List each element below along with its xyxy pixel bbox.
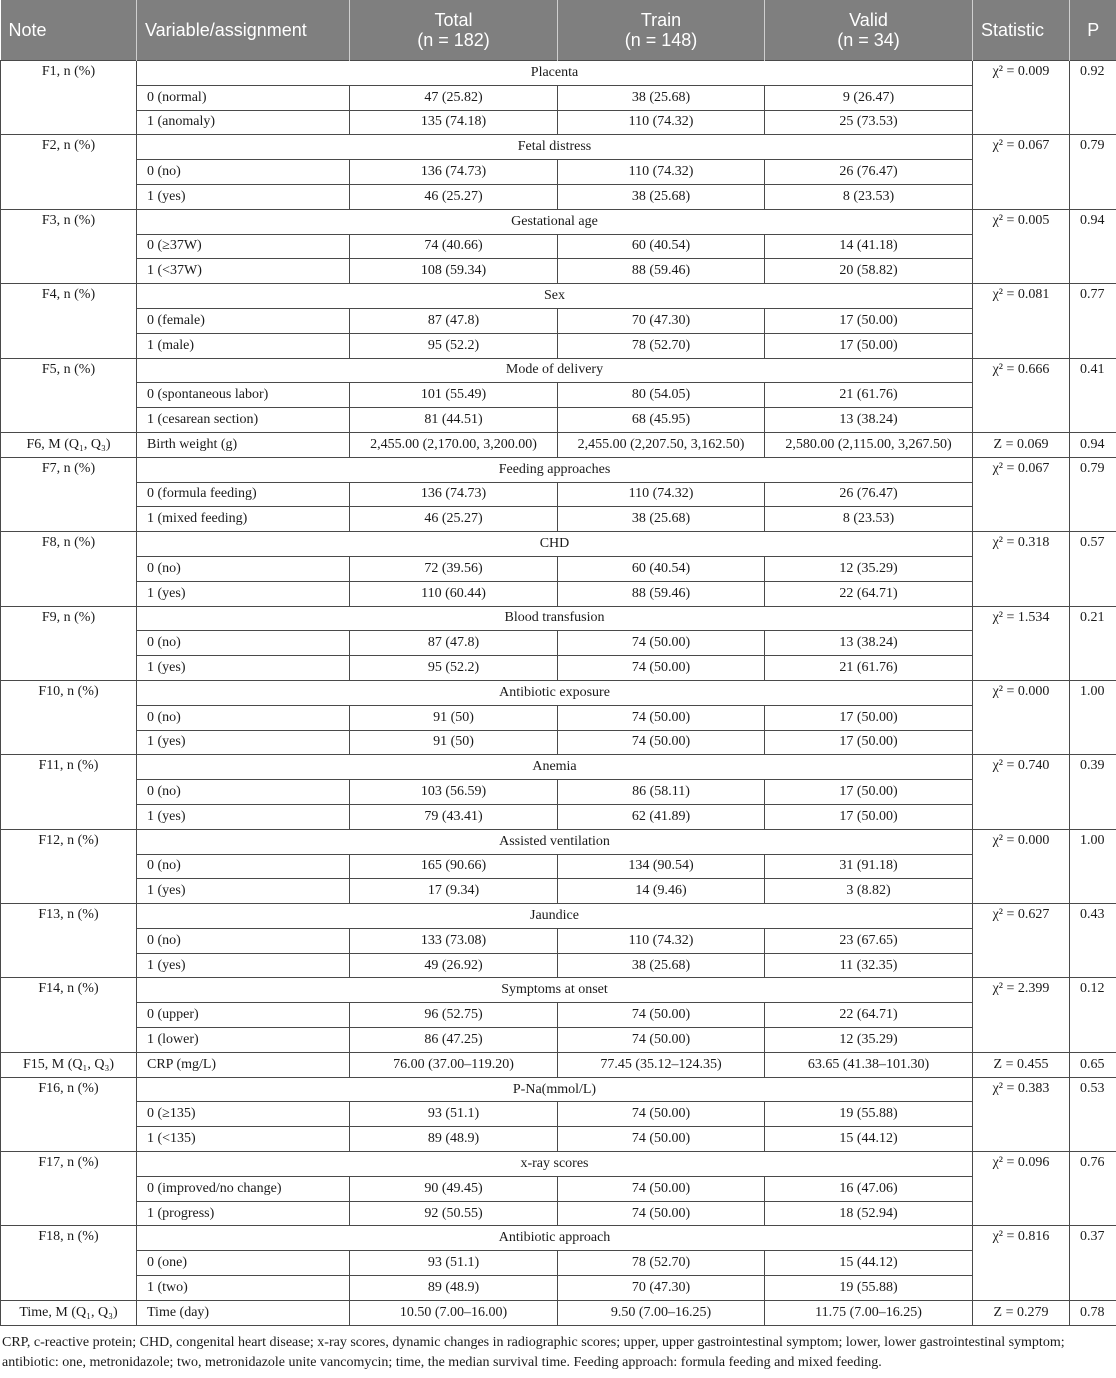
valid-value: 15 (44.12): [765, 1127, 973, 1152]
table-footnote: CRP, c-reactive protein; CHD, congenital heart disease; x-ray scores, dynamic changes in radiographic scores; upper, upper gastrointestinal symptom; lower, lower gastrointestinal symptom; antibiotic: one, metronidazole; two, metronidazole unite vancomycin; time, the median survival time. Feeding approach: formula feeding and mixed feeding.: [2, 1334, 1065, 1370]
p-value: 0.79: [1070, 135, 1116, 209]
train-value: 14 (9.46): [558, 879, 765, 904]
table-row: [1, 209, 1116, 234]
p-value: 0.94: [1070, 432, 1116, 457]
train-value: 74 (50.00): [558, 656, 765, 681]
valid-value: 25 (73.53): [765, 110, 973, 135]
p-value: 0.57: [1070, 532, 1116, 606]
statistic-value: χ² = 0.666: [973, 358, 1070, 432]
total-value: 93 (51.1): [350, 1102, 558, 1127]
total-value: 74 (40.66): [350, 234, 558, 259]
assignment-label: 0 (normal): [137, 85, 350, 110]
table-header: [1, 0, 1116, 61]
header-train-n: (n = 148): [624, 30, 698, 50]
row-note: F18, n (%): [1, 1226, 137, 1300]
table-row: [1, 532, 1116, 557]
train-value: 68 (45.95): [558, 408, 765, 433]
table-subrow: [1, 1127, 1116, 1152]
statistic-value: Z = 0.455: [973, 1052, 1070, 1077]
assignment-label: 0 (upper): [137, 1003, 350, 1028]
assignment-label: 1 (progress): [137, 1201, 350, 1226]
train-value: 74 (50.00): [558, 631, 765, 656]
train-value: 62 (41.89): [558, 804, 765, 829]
statistic-value: χ² = 0.081: [973, 284, 1070, 358]
total-value: 87 (47.8): [350, 308, 558, 333]
statistic-value: χ² = 0.627: [973, 904, 1070, 978]
row-note: F9, n (%): [1, 606, 137, 680]
table-subrow: [1, 507, 1116, 532]
train-value: 110 (74.32): [558, 928, 765, 953]
assignment-label: 1 (two): [137, 1276, 350, 1301]
total-value: 72 (39.56): [350, 556, 558, 581]
valid-value: 13 (38.24): [765, 408, 973, 433]
p-value: 0.53: [1070, 1077, 1116, 1151]
train-value: 78 (52.70): [558, 333, 765, 358]
valid-value: 23 (67.65): [765, 928, 973, 953]
variable-title: CHD: [137, 532, 973, 557]
train-value: 9.50 (7.00–16.25): [558, 1300, 765, 1325]
train-value: 38 (25.68): [558, 184, 765, 209]
table-row: [1, 829, 1116, 854]
header-p: P: [1070, 0, 1116, 61]
header-train: [558, 0, 765, 61]
statistic-value: χ² = 0.383: [973, 1077, 1070, 1151]
train-value: 88 (59.46): [558, 581, 765, 606]
valid-value: 17 (50.00): [765, 308, 973, 333]
assignment-label: 0 (no): [137, 160, 350, 185]
total-value: 136 (74.73): [350, 482, 558, 507]
row-note: F4, n (%): [1, 284, 137, 358]
row-note: F5, n (%): [1, 358, 137, 432]
table-row: [1, 978, 1116, 1003]
valid-value: 17 (50.00): [765, 333, 973, 358]
variable-label: Time (day): [137, 1300, 350, 1325]
assignment-label: 1 (<37W): [137, 259, 350, 284]
valid-value: 3 (8.82): [765, 879, 973, 904]
assignment-label: 0 (formula feeding): [137, 482, 350, 507]
train-value: 88 (59.46): [558, 259, 765, 284]
total-value: 91 (50): [350, 730, 558, 755]
assignment-label: 0 (no): [137, 705, 350, 730]
row-note: F13, n (%): [1, 904, 137, 978]
table-subrow: [1, 556, 1116, 581]
total-value: 47 (25.82): [350, 85, 558, 110]
assignment-label: 1 (yes): [137, 804, 350, 829]
variable-title: Gestational age: [137, 209, 973, 234]
table-row: [1, 284, 1116, 309]
header-valid-label: Valid: [849, 10, 888, 30]
row-note: F16, n (%): [1, 1077, 137, 1151]
total-value: 103 (56.59): [350, 780, 558, 805]
valid-value: 31 (91.18): [765, 854, 973, 879]
p-value: 0.12: [1070, 978, 1116, 1052]
assignment-label: 1 (yes): [137, 730, 350, 755]
total-value: 81 (44.51): [350, 408, 558, 433]
assignment-label: 0 (no): [137, 854, 350, 879]
statistic-value: Z = 0.069: [973, 432, 1070, 457]
total-value: 86 (47.25): [350, 1028, 558, 1053]
train-value: 74 (50.00): [558, 1127, 765, 1152]
variable-title: Blood transfusion: [137, 606, 973, 631]
table-subrow: [1, 631, 1116, 656]
total-value: 95 (52.2): [350, 333, 558, 358]
table-row: [1, 904, 1116, 929]
variable-title: Assisted ventilation: [137, 829, 973, 854]
table-row: [1, 457, 1116, 482]
table-row: [1, 1300, 1116, 1325]
valid-value: 8 (23.53): [765, 507, 973, 532]
train-value: 110 (74.32): [558, 160, 765, 185]
total-value: 93 (51.1): [350, 1251, 558, 1276]
total-value: 49 (26.92): [350, 953, 558, 978]
row-note: F1, n (%): [1, 61, 137, 135]
total-value: 133 (73.08): [350, 928, 558, 953]
valid-value: 22 (64.71): [765, 1003, 973, 1028]
valid-value: 16 (47.06): [765, 1176, 973, 1201]
table-row: [1, 61, 1116, 86]
total-value: 46 (25.27): [350, 507, 558, 532]
table-row: [1, 1226, 1116, 1251]
table-row: [1, 755, 1116, 780]
table-row: [1, 1077, 1116, 1102]
table-subrow: [1, 110, 1116, 135]
table-subrow: [1, 333, 1116, 358]
train-value: 110 (74.32): [558, 482, 765, 507]
train-value: 60 (40.54): [558, 234, 765, 259]
valid-value: 2,580.00 (2,115.00, 3,267.50): [765, 432, 973, 457]
valid-value: 20 (58.82): [765, 259, 973, 284]
total-value: 2,455.00 (2,170.00, 3,200.00): [350, 432, 558, 457]
valid-value: 13 (38.24): [765, 631, 973, 656]
train-value: 74 (50.00): [558, 705, 765, 730]
statistic-value: χ² = 0.000: [973, 680, 1070, 754]
header-total-label: Total: [434, 10, 473, 30]
total-value: 10.50 (7.00–16.00): [350, 1300, 558, 1325]
train-value: 86 (58.11): [558, 780, 765, 805]
assignment-label: 0 (spontaneous labor): [137, 383, 350, 408]
table-subrow: [1, 928, 1116, 953]
header-note: Note: [1, 0, 137, 61]
variable-title: Symptoms at onset: [137, 978, 973, 1003]
header-valid: [765, 0, 973, 61]
statistic-value: χ² = 0.005: [973, 209, 1070, 283]
table-subrow: [1, 184, 1116, 209]
variable-title: Antibiotic approach: [137, 1226, 973, 1251]
train-value: 70 (47.30): [558, 308, 765, 333]
table-subrow: [1, 1176, 1116, 1201]
variable-title: Mode of delivery: [137, 358, 973, 383]
valid-value: 17 (50.00): [765, 705, 973, 730]
variable-label: CRP (mg/L): [137, 1052, 350, 1077]
assignment-label: 0 (no): [137, 556, 350, 581]
total-value: 46 (25.27): [350, 184, 558, 209]
table-subrow: [1, 234, 1116, 259]
train-value: 38 (25.68): [558, 953, 765, 978]
total-value: 79 (43.41): [350, 804, 558, 829]
assignment-label: 0 (improved/no change): [137, 1176, 350, 1201]
total-value: 92 (50.55): [350, 1201, 558, 1226]
variable-title: Feeding approaches: [137, 457, 973, 482]
train-value: 78 (52.70): [558, 1251, 765, 1276]
table-subrow: [1, 1276, 1116, 1301]
valid-value: 63.65 (41.38–101.30): [765, 1052, 973, 1077]
total-value: 17 (9.34): [350, 879, 558, 904]
train-value: 74 (50.00): [558, 1201, 765, 1226]
table-subrow: [1, 1102, 1116, 1127]
total-value: 95 (52.2): [350, 656, 558, 681]
table-subrow: [1, 581, 1116, 606]
statistic-value: χ² = 0.816: [973, 1226, 1070, 1300]
assignment-label: 1 (lower): [137, 1028, 350, 1053]
p-value: 0.76: [1070, 1152, 1116, 1226]
table-subrow: [1, 780, 1116, 805]
assignment-label: 1 (mixed feeding): [137, 507, 350, 532]
table-subrow: [1, 308, 1116, 333]
train-value: 2,455.00 (2,207.50, 3,162.50): [558, 432, 765, 457]
assignment-label: 1 (yes): [137, 879, 350, 904]
row-note: F6, M (Q₁, Q₃): [1, 432, 137, 457]
statistic-value: χ² = 0.740: [973, 755, 1070, 829]
total-value: 89 (48.9): [350, 1127, 558, 1152]
table-body: [1, 61, 1116, 1326]
header-total-n: (n = 182): [417, 30, 490, 50]
table-row: [1, 358, 1116, 383]
statistic-value: χ² = 0.067: [973, 457, 1070, 531]
assignment-label: 0 (one): [137, 1251, 350, 1276]
header-valid-n: (n = 34): [837, 30, 900, 50]
valid-value: 17 (50.00): [765, 730, 973, 755]
train-value: 38 (25.68): [558, 85, 765, 110]
row-note: F2, n (%): [1, 135, 137, 209]
p-value: 0.78: [1070, 1300, 1116, 1325]
variable-title: Antibiotic exposure: [137, 680, 973, 705]
total-value: 110 (60.44): [350, 581, 558, 606]
table-subrow: [1, 383, 1116, 408]
header-variable: Variable/assignment: [137, 0, 350, 61]
assignment-label: 0 (no): [137, 631, 350, 656]
row-note: F14, n (%): [1, 978, 137, 1052]
valid-value: 21 (61.76): [765, 383, 973, 408]
header-statistic: Statistic: [973, 0, 1070, 61]
train-value: 74 (50.00): [558, 1003, 765, 1028]
p-value: 0.94: [1070, 209, 1116, 283]
table-row: [1, 606, 1116, 631]
table-row: [1, 135, 1116, 160]
p-value: 0.41: [1070, 358, 1116, 432]
table-subrow: [1, 879, 1116, 904]
table-subrow: [1, 1251, 1116, 1276]
p-value: 0.37: [1070, 1226, 1116, 1300]
table-subrow: [1, 85, 1116, 110]
valid-value: 12 (35.29): [765, 1028, 973, 1053]
table-subrow: [1, 1028, 1116, 1053]
total-value: 165 (90.66): [350, 854, 558, 879]
table-subrow: [1, 953, 1116, 978]
row-note: F7, n (%): [1, 457, 137, 531]
total-value: 89 (48.9): [350, 1276, 558, 1301]
header-train-label: Train: [640, 10, 682, 30]
table-subrow: [1, 804, 1116, 829]
p-value: 0.65: [1070, 1052, 1116, 1077]
train-value: 38 (25.68): [558, 507, 765, 532]
statistic-value: χ² = 0.009: [973, 61, 1070, 135]
p-value: 0.92: [1070, 61, 1116, 135]
p-value: 0.21: [1070, 606, 1116, 680]
assignment-label: 0 (no): [137, 928, 350, 953]
table-subrow: [1, 408, 1116, 433]
valid-value: 9 (26.47): [765, 85, 973, 110]
table-subrow: [1, 730, 1116, 755]
total-value: 96 (52.75): [350, 1003, 558, 1028]
variable-title: Jaundice: [137, 904, 973, 929]
train-value: 74 (50.00): [558, 1102, 765, 1127]
valid-value: 12 (35.29): [765, 556, 973, 581]
statistic-value: Z = 0.279: [973, 1300, 1070, 1325]
header-total: [350, 0, 558, 61]
assignment-label: 1 (yes): [137, 953, 350, 978]
row-note: F11, n (%): [1, 755, 137, 829]
valid-value: 21 (61.76): [765, 656, 973, 681]
statistic-value: χ² = 0.318: [973, 532, 1070, 606]
assignment-label: 0 (no): [137, 780, 350, 805]
total-value: 76.00 (37.00–119.20): [350, 1052, 558, 1077]
row-note: Time, M (Q₁, Q₃): [1, 1300, 137, 1325]
statistic-value: χ² = 0.096: [973, 1152, 1070, 1226]
variable-title: Sex: [137, 284, 973, 309]
variable-title: P-Na(mmol/L): [137, 1077, 973, 1102]
table-subrow: [1, 1201, 1116, 1226]
table-subrow: [1, 705, 1116, 730]
assignment-label: 1 (yes): [137, 184, 350, 209]
statistic-value: χ² = 0.000: [973, 829, 1070, 903]
valid-value: 18 (52.94): [765, 1201, 973, 1226]
total-value: 101 (55.49): [350, 383, 558, 408]
row-note: F3, n (%): [1, 209, 137, 283]
variable-label: Birth weight (g): [137, 432, 350, 457]
valid-value: 14 (41.18): [765, 234, 973, 259]
valid-value: 15 (44.12): [765, 1251, 973, 1276]
total-value: 135 (74.18): [350, 110, 558, 135]
assignment-label: 1 (yes): [137, 581, 350, 606]
table-subrow: [1, 854, 1116, 879]
p-value: 0.39: [1070, 755, 1116, 829]
assignment-label: 0 (≥37W): [137, 234, 350, 259]
table-subrow: [1, 656, 1116, 681]
row-note: F10, n (%): [1, 680, 137, 754]
total-value: 91 (50): [350, 705, 558, 730]
train-value: 110 (74.32): [558, 110, 765, 135]
train-value: 134 (90.54): [558, 854, 765, 879]
table-row: [1, 1052, 1116, 1077]
statistic-value: χ² = 1.534: [973, 606, 1070, 680]
assignment-label: 1 (yes): [137, 656, 350, 681]
valid-value: 26 (76.47): [765, 160, 973, 185]
assignment-label: 1 (male): [137, 333, 350, 358]
total-value: 108 (59.34): [350, 259, 558, 284]
table-subrow: [1, 482, 1116, 507]
variable-title: Anemia: [137, 755, 973, 780]
train-value: 70 (47.30): [558, 1276, 765, 1301]
assignment-label: 1 (cesarean section): [137, 408, 350, 433]
variable-title: Placenta: [137, 61, 973, 86]
statistic-value: χ² = 0.067: [973, 135, 1070, 209]
train-value: 74 (50.00): [558, 1176, 765, 1201]
table-row: [1, 1152, 1116, 1177]
valid-value: 17 (50.00): [765, 804, 973, 829]
table-row: [1, 432, 1116, 457]
train-value: 80 (54.05): [558, 383, 765, 408]
valid-value: 11.75 (7.00–16.25): [765, 1300, 973, 1325]
train-value: 74 (50.00): [558, 1028, 765, 1053]
valid-value: 11 (32.35): [765, 953, 973, 978]
assignment-label: 0 (female): [137, 308, 350, 333]
total-value: 136 (74.73): [350, 160, 558, 185]
row-note: F8, n (%): [1, 532, 137, 606]
variable-title: Fetal distress: [137, 135, 973, 160]
valid-value: 17 (50.00): [765, 780, 973, 805]
table-row: [1, 680, 1116, 705]
assignment-label: 0 (≥135): [137, 1102, 350, 1127]
valid-value: 19 (55.88): [765, 1102, 973, 1127]
p-value: 0.77: [1070, 284, 1116, 358]
row-note: F17, n (%): [1, 1152, 137, 1226]
row-note: F15, M (Q₁, Q₃): [1, 1052, 137, 1077]
p-value: 1.00: [1070, 829, 1116, 903]
p-value: 0.43: [1070, 904, 1116, 978]
row-note: F12, n (%): [1, 829, 137, 903]
statistic-value: χ² = 2.399: [973, 978, 1070, 1052]
table-subrow: [1, 1003, 1116, 1028]
table-subrow: [1, 259, 1116, 284]
train-value: 77.45 (35.12–124.35): [558, 1052, 765, 1077]
total-value: 90 (49.45): [350, 1176, 558, 1201]
valid-value: 22 (64.71): [765, 581, 973, 606]
train-value: 74 (50.00): [558, 730, 765, 755]
p-value: 0.79: [1070, 457, 1116, 531]
total-value: 87 (47.8): [350, 631, 558, 656]
valid-value: 19 (55.88): [765, 1276, 973, 1301]
table-subrow: [1, 160, 1116, 185]
valid-value: 8 (23.53): [765, 184, 973, 209]
p-value: 1.00: [1070, 680, 1116, 754]
valid-value: 26 (76.47): [765, 482, 973, 507]
train-value: 60 (40.54): [558, 556, 765, 581]
variable-title: x-ray scores: [137, 1152, 973, 1177]
assignment-label: 1 (<135): [137, 1127, 350, 1152]
assignment-label: 1 (anomaly): [137, 110, 350, 135]
